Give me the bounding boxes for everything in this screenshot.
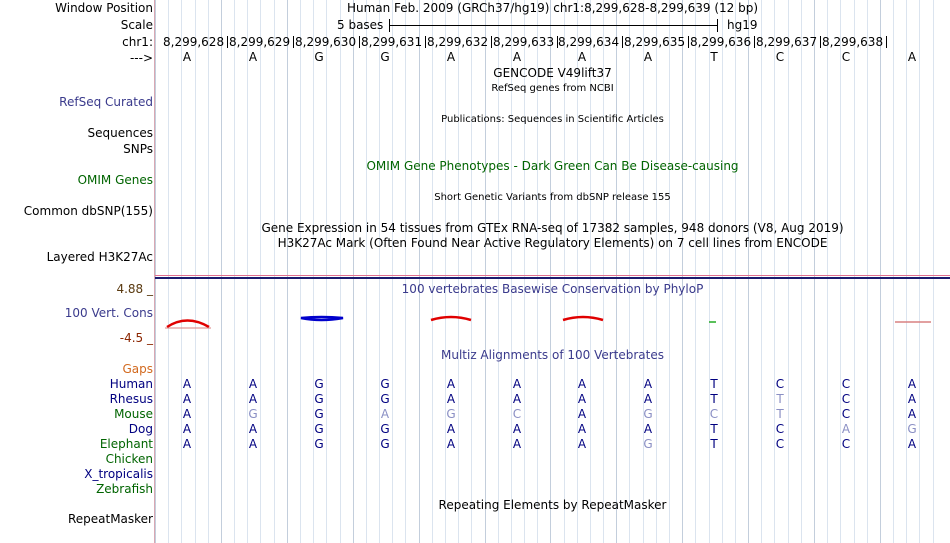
multiz-track-title: Multiz Alignments of 100 Vertebrates: [440, 348, 665, 362]
strand-label[interactable]: --->: [129, 51, 153, 65]
aligned-base: G: [314, 407, 324, 421]
aligned-base: G: [380, 377, 390, 391]
aligned-base: A: [182, 407, 192, 421]
aligned-base: A: [512, 437, 522, 451]
ruler-position: 8,299,632: [427, 35, 489, 49]
aligned-base: A: [248, 392, 258, 406]
ruler-position: 8,299,635: [624, 35, 686, 49]
aligned-base: G: [314, 422, 324, 436]
aligned-base: G: [446, 407, 456, 421]
aligned-base: A: [182, 437, 192, 451]
aligned-base: G: [907, 422, 917, 436]
ruler-tick: [359, 36, 360, 48]
ruler-tick: [293, 36, 294, 48]
publications-track-title: Publications: Sequences in Scientific Articles: [441, 114, 664, 125]
aligned-base: A: [577, 437, 587, 451]
gencode-track-title[interactable]: GENCODE V49lift37: [493, 66, 612, 80]
aligned-base: A: [182, 377, 192, 391]
refseq-curated-label[interactable]: RefSeq Curated: [59, 95, 153, 109]
reference-base: A: [577, 50, 587, 64]
aligned-base: T: [710, 437, 718, 451]
conservation-track-title: 100 vertebrates Basewise Conservation by PhyloP: [401, 282, 704, 296]
ruler-tick: [754, 36, 755, 48]
ruler-position: 8,299,628: [163, 35, 225, 49]
refseq-track-subtitle: RefSeq genes from NCBI: [491, 83, 614, 94]
reference-base: A: [248, 50, 258, 64]
cons-dip-1: [301, 317, 343, 320]
aligned-base: A: [907, 437, 917, 451]
reference-base: T: [710, 50, 718, 64]
aligned-base: C: [841, 392, 851, 406]
repeatmasker-track-title: Repeating Elements by RepeatMasker: [438, 498, 667, 512]
dbsnp-track-title: Short Genetic Variants from dbSNP release 155: [434, 192, 671, 203]
cons-peak-2: [431, 317, 471, 320]
aligned-base: C: [709, 407, 719, 421]
sequences-label[interactable]: Sequences: [87, 126, 153, 140]
scale-label[interactable]: Scale: [120, 18, 153, 32]
reference-base: G: [314, 50, 324, 64]
aligned-base: G: [643, 407, 653, 421]
aligned-base: G: [314, 437, 324, 451]
aligned-base: C: [841, 377, 851, 391]
reference-base: A: [907, 50, 917, 64]
species-label-human[interactable]: Human: [109, 377, 153, 391]
aligned-base: T: [710, 377, 718, 391]
aligned-base: G: [380, 422, 390, 436]
window-position-label[interactable]: Window Position: [55, 1, 153, 15]
aligned-base: A: [182, 392, 192, 406]
h3k27ac-track-title: H3K27Ac Mark (Often Found Near Active Regulatory Elements) on 7 cell lines from ENCODE: [277, 236, 828, 250]
chrom-label[interactable]: chr1:: [122, 35, 153, 49]
aligned-base: A: [577, 407, 587, 421]
species-label-elephant[interactable]: Elephant: [99, 437, 153, 451]
aligned-base: C: [775, 422, 785, 436]
aligned-base: C: [775, 377, 785, 391]
aligned-base: A: [446, 377, 456, 391]
aligned-base: A: [643, 422, 653, 436]
aligned-base: A: [248, 437, 258, 451]
aligned-base: A: [907, 392, 917, 406]
aligned-base: G: [314, 377, 324, 391]
aligned-base: A: [512, 392, 522, 406]
track-separator-bottom: [155, 277, 950, 279]
aligned-base: A: [380, 407, 390, 421]
ruler-tick: [491, 36, 492, 48]
ruler-position: 8,299,637: [756, 35, 818, 49]
aligned-base: A: [841, 422, 851, 436]
conservation-wiggle-plot[interactable]: [155, 314, 950, 334]
scale-text: 5 bases: [337, 18, 384, 32]
ruler-tick: [425, 36, 426, 48]
aligned-base: T: [776, 392, 784, 406]
aligned-base: A: [907, 407, 917, 421]
ruler-tick: [622, 36, 623, 48]
aligned-base: G: [314, 392, 324, 406]
aligned-base: A: [248, 422, 258, 436]
scale-bar-left-tick: [389, 19, 390, 32]
vert-cons-label[interactable]: 100 Vert. Cons: [64, 306, 153, 320]
aligned-base: A: [446, 392, 456, 406]
aligned-base: G: [643, 437, 653, 451]
aligned-base: G: [380, 392, 390, 406]
aligned-base: A: [577, 392, 587, 406]
reference-base: A: [643, 50, 653, 64]
ruler-position: 8,299,638: [822, 35, 884, 49]
omim-track-title: OMIM Gene Phenotypes - Dark Green Can Be Disease-causing: [366, 159, 739, 173]
aligned-base: A: [446, 437, 456, 451]
aligned-base: G: [380, 437, 390, 451]
conservation-min-label: -4.5 _: [119, 331, 153, 345]
scale-bar-right-tick: [717, 19, 718, 32]
aligned-base: A: [512, 422, 522, 436]
reference-base: C: [841, 50, 851, 64]
conservation-max-label: 4.88 _: [116, 282, 153, 296]
layered-h3k27ac-label[interactable]: Layered H3K27Ac: [46, 250, 153, 264]
cons-peak-3: [563, 317, 603, 320]
species-label-zebrafish[interactable]: Zebrafish: [96, 482, 153, 496]
cons-peak-1: [167, 321, 209, 328]
assembly-title: Human Feb. 2009 (GRCh37/hg19) chr1:8,299,628-8,299,639 (12 bp): [346, 1, 759, 15]
aligned-base: A: [643, 392, 653, 406]
ruler-position: 8,299,636: [690, 35, 752, 49]
reference-base: A: [182, 50, 192, 64]
species-label-dog[interactable]: Dog: [128, 422, 153, 436]
reference-base: A: [512, 50, 522, 64]
aligned-base: A: [182, 422, 192, 436]
species-label-mouse[interactable]: Mouse: [114, 407, 153, 421]
assembly-short-name: hg19: [727, 18, 758, 32]
ruler-position: 8,299,629: [229, 35, 291, 49]
aligned-base: G: [248, 407, 258, 421]
aligned-base: C: [841, 437, 851, 451]
reference-base: A: [446, 50, 456, 64]
ruler-position: 8,299,631: [361, 35, 423, 49]
aligned-base: A: [248, 377, 258, 391]
reference-base: C: [775, 50, 785, 64]
species-label-x_tropicalis[interactable]: X_tropicalis: [84, 467, 153, 481]
species-label-rhesus[interactable]: Rhesus: [109, 392, 153, 406]
repeatmasker-label[interactable]: RepeatMasker: [67, 512, 153, 526]
ruler-tick: [227, 36, 228, 48]
aligned-base: C: [841, 407, 851, 421]
species-label-chicken[interactable]: Chicken: [105, 452, 153, 466]
gaps-label[interactable]: Gaps: [122, 362, 153, 376]
aligned-base: A: [512, 377, 522, 391]
scale-bar: [389, 25, 718, 26]
aligned-base: T: [710, 392, 718, 406]
aligned-base: A: [577, 422, 587, 436]
aligned-base: A: [446, 422, 456, 436]
snps-label[interactable]: SNPs: [123, 142, 153, 156]
reference-base: G: [380, 50, 390, 64]
common-dbsnp-label[interactable]: Common dbSNP(155): [23, 204, 153, 218]
ruler-position: 8,299,634: [558, 35, 620, 49]
aligned-base: T: [710, 422, 718, 436]
ruler-tick: [820, 36, 821, 48]
aligned-base: A: [643, 377, 653, 391]
ruler-tick: [688, 36, 689, 48]
track-separator-top: [155, 275, 950, 276]
gtex-track-title: Gene Expression in 54 tissues from GTEx RNA-seq of 17382 samples, 948 donors (V8, Aug 2019): [261, 221, 844, 235]
aligned-base: T: [776, 407, 784, 421]
aligned-base: C: [775, 437, 785, 451]
ruler-position: 8,299,633: [493, 35, 555, 49]
aligned-base: A: [577, 377, 587, 391]
aligned-base: A: [907, 377, 917, 391]
aligned-base: C: [512, 407, 522, 421]
omim-genes-label[interactable]: OMIM Genes: [77, 173, 153, 187]
ruler-position: 8,299,630: [295, 35, 357, 49]
ruler-tick: [886, 36, 887, 48]
